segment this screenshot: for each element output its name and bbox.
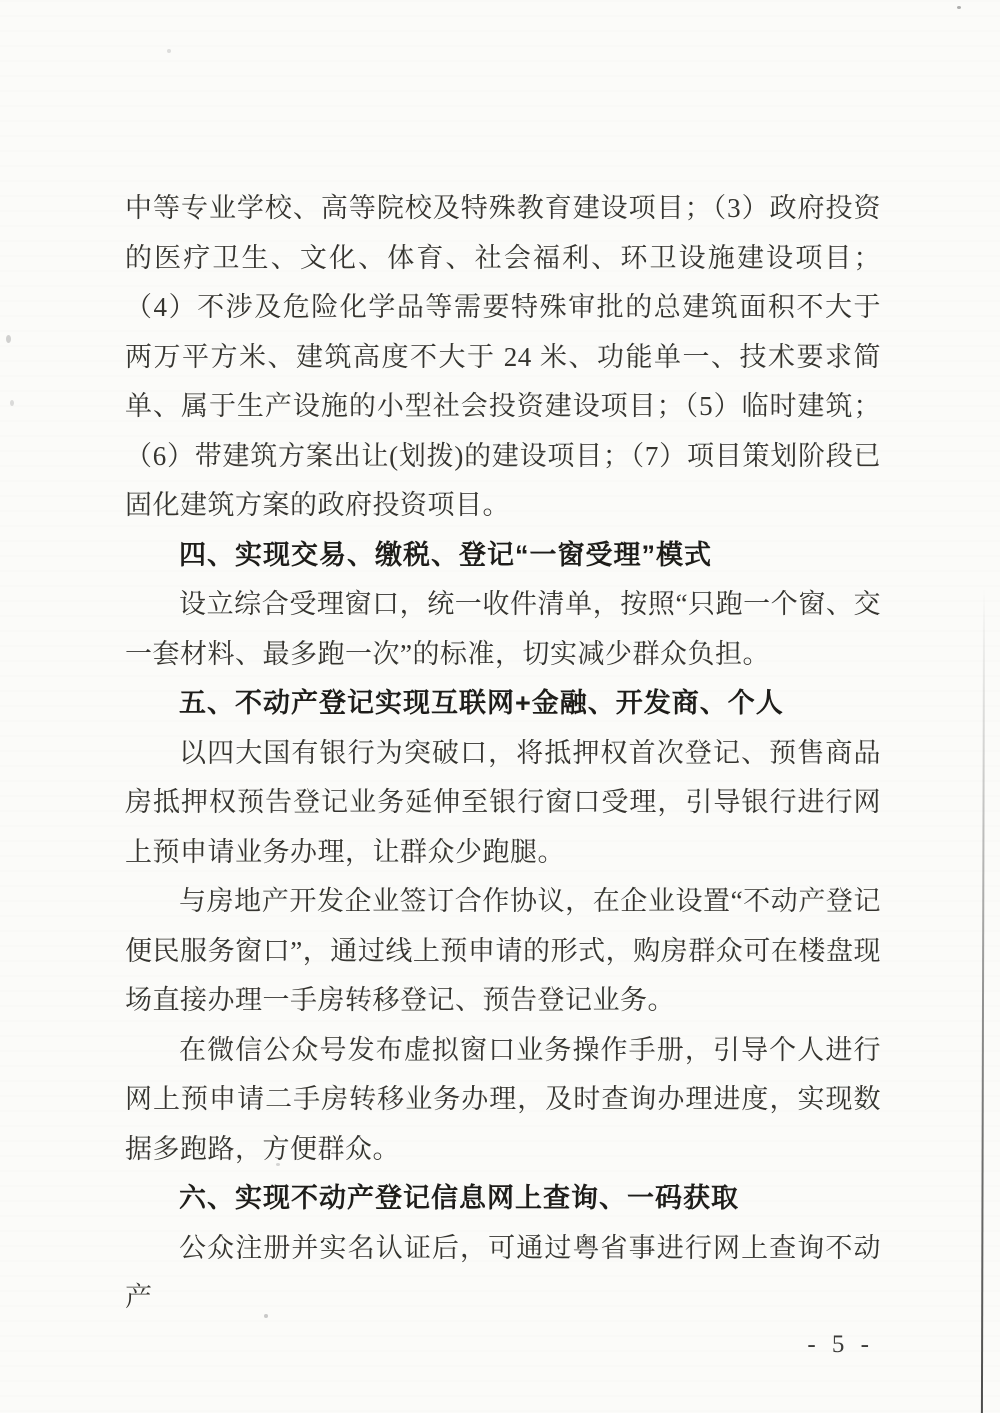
document-body [125,184,881,1323]
page-number: - 5 - [807,1331,874,1358]
scan-speck [276,1163,280,1166]
paragraph: 公众注册并实名认证后，可通过粤省事进行网上查询不动产 [125,1232,881,1312]
paragraph: 以四大国有银行为突破口，将抵押权首次登记、预售商品房抵押权预告登记业务延伸至银行窗口受理，引导银行进行网上预申请业务办理，让群众少跑腿。 [125,737,881,867]
section-heading-four: 四、实现交易、缴税、登记“一窗受理”模式 [179,539,712,570]
scan-speck [10,400,14,406]
section-heading-six: 六、实现不动产登记信息网上查询、一码获取 [179,1183,739,1213]
section-heading-five: 五、不动产登记实现互联网+金融、开发商、个人 [179,688,784,718]
paragraph-continuation: 中等专业学校、高等院校及特殊教育建设项目；（3）政府投资的医疗卫生、文化、体育、社会福利、环卫设施建设项目；（4）不涉及危险化学品等需要特殊审批的总建筑面积不大于两万平方米、建筑高度不大于 24 米、功能单一、技术要求简单、属于生产设施的小型社会投资建设项目；（5）临时建筑；（6）带建筑方案出让(划拨)的建设项目；（7）项目策划阶段已固化建筑方案的政府投资项目。 [125,193,881,520]
scan-speck [957,6,961,9]
paragraph: 设立综合受理窗口，统一收件清单，按照“只跑一个窗、交一套材料、最多跑一次”的标准，切实减少群众负担。 [125,589,881,669]
scan-speck [264,1314,268,1318]
scan-artifact-line [981,588,985,1413]
scan-speck [167,49,171,53]
scan-speck [6,335,11,343]
paragraph: 与房地产开发企业签订合作协议，在企业设置“不动产登记便民服务窗口”，通过线上预申请的形式，购房群众可在楼盘现场直接办理一手房转移登记、预告登记业务。 [125,886,881,1015]
paragraph: 在微信公众号发布虚拟窗口业务操作手册，引导个人进行网上预申请二手房转移业务办理，及时查询办理进度，实现数据多跑路，方便群众。 [125,1034,881,1164]
